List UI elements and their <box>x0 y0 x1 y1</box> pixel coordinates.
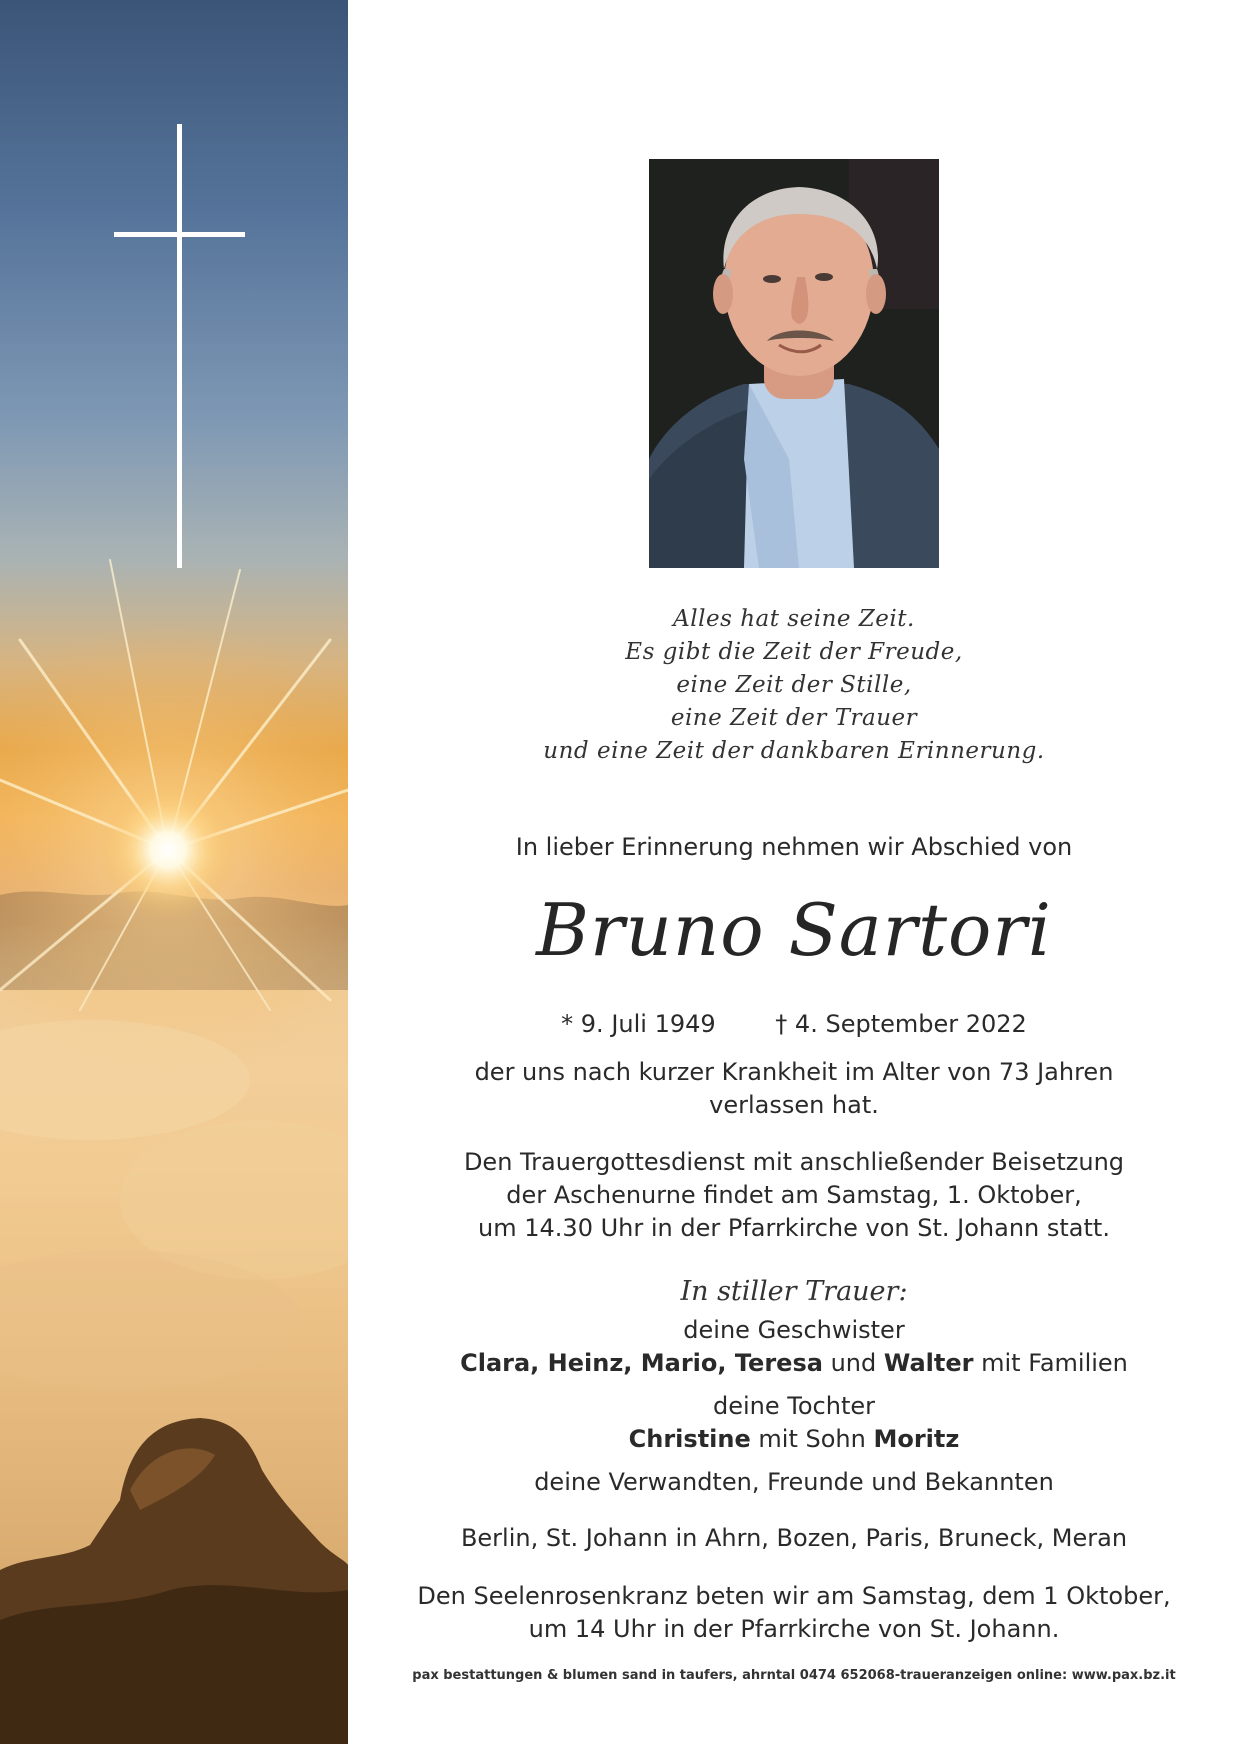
sunrise-clouds-image <box>0 0 348 1744</box>
poem-line: eine Zeit der Stille, <box>676 672 912 698</box>
passing-text <box>348 1056 1240 1122</box>
poem-line: Alles hat seine Zeit. <box>673 606 915 632</box>
mourning-title: In stiller Trauer: <box>680 1276 908 1307</box>
siblings-label: deine Geschwister <box>683 1316 905 1344</box>
poem <box>348 603 1240 768</box>
portrait-photo <box>649 159 939 568</box>
rosary-text <box>348 1580 1240 1646</box>
daughter-name: Christine <box>628 1425 751 1453</box>
relatives-text: deine Verwandten, Freunde und Bekannten <box>534 1468 1054 1496</box>
birth-date: * 9. Juli 1949 <box>561 1010 716 1038</box>
daughter-label: deine Tochter <box>713 1392 875 1420</box>
places-text: Berlin, St. Johann in Ahrn, Bozen, Paris, Bruneck, Meran <box>460 1524 1128 1552</box>
poem-line: und eine Zeit der dankbaren Erinnerung. <box>543 738 1045 764</box>
daughter-names <box>348 1423 1240 1456</box>
text-line: Den Seelenrosenkranz beten wir am Samstag, dem 1 Oktober, <box>417 1582 1171 1610</box>
obituary-content <box>348 0 1240 1744</box>
death-date: † 4. September 2022 <box>775 1010 1027 1038</box>
text-line: der Aschenurne findet am Samstag, 1. Oktober, <box>506 1181 1082 1209</box>
conjunction: und <box>830 1349 877 1377</box>
life-dates <box>348 1007 1240 1041</box>
footer-imprint: pax bestattungen & blumen sand in taufers, ahrntal 0474 652068-traueranzeigen online: www.pax.bz.it <box>412 1668 1176 1683</box>
text-line: um 14.30 Uhr in der Pfarrkirche von St. Johann statt. <box>478 1214 1110 1242</box>
sibling-last-name: Walter <box>883 1349 974 1377</box>
daughter-with: mit Sohn <box>758 1425 866 1453</box>
text-line: Den Trauergottesdienst mit anschließender Beisetzung <box>463 1148 1125 1176</box>
siblings-first-names: Clara, Heinz, Mario, Teresa <box>460 1349 823 1377</box>
text-line: verlassen hat. <box>709 1091 879 1119</box>
text-line: der uns nach kurzer Krankheit im Alter von 73 Jahren <box>474 1058 1114 1086</box>
text-line: um 14 Uhr in der Pfarrkirche von St. Johann. <box>528 1615 1060 1643</box>
siblings-names <box>348 1347 1240 1380</box>
intro-text: In lieber Erinnerung nehmen wir Abschied von <box>515 833 1073 861</box>
siblings-suffix: mit Familien <box>981 1349 1128 1377</box>
grandson-name: Moritz <box>873 1425 960 1453</box>
deceased-name: Bruno Sartori <box>536 888 1052 972</box>
funeral-text <box>348 1146 1240 1245</box>
cross-icon <box>114 124 245 568</box>
poem-line: Es gibt die Zeit der Freude, <box>625 639 963 665</box>
poem-line: eine Zeit der Trauer <box>670 705 918 731</box>
